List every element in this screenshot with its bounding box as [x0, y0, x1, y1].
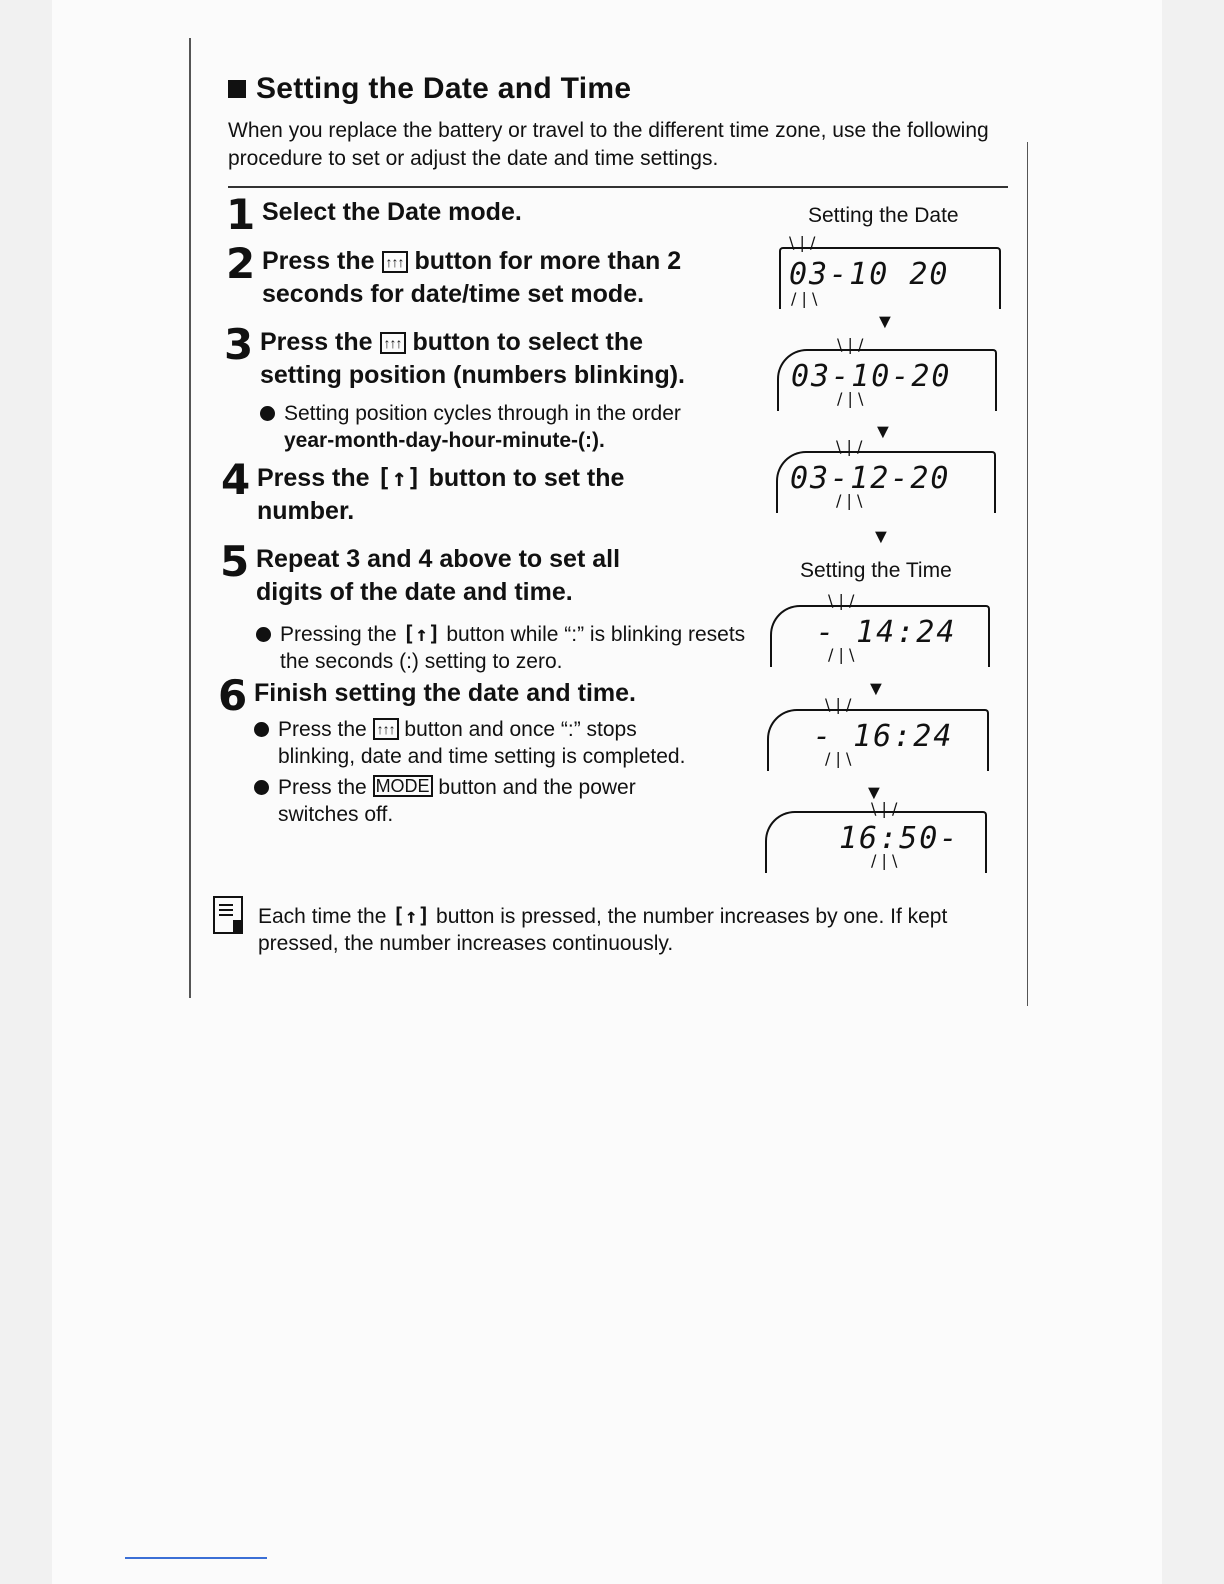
note-text — [258, 903, 998, 957]
blink-rays-icon: / | \ — [828, 645, 855, 664]
down-arrow-icon: ▼ — [866, 678, 886, 700]
step-text: button for more than 2 seconds for date/time set mode. — [262, 247, 682, 308]
blink-rays-icon: / | \ — [825, 749, 852, 768]
bullet-text: Press the — [278, 776, 367, 799]
step-text: Press the — [257, 464, 370, 492]
down-arrow-icon: ▼ — [864, 782, 884, 804]
bullet-text: Press the — [278, 718, 367, 741]
blink-rays-icon: / | \ — [836, 491, 863, 510]
title-square-icon — [228, 80, 246, 98]
step-6 — [218, 671, 718, 828]
step-5 — [220, 537, 746, 675]
lcd-readout: 03-10 20 — [789, 257, 950, 292]
lcd-time-2 — [767, 695, 989, 771]
step-heading: Repeat 3 and 4 above to set all digits of the date and time. — [256, 545, 621, 606]
mode-button-icon: MODE — [373, 775, 433, 797]
up-button-icon: [↑] — [402, 622, 441, 646]
lcd-date-1 — [779, 233, 1001, 309]
down-arrow-icon: ▼ — [871, 526, 891, 548]
step-4 — [221, 455, 681, 528]
right-margin-line — [1027, 142, 1028, 1006]
blink-rays-icon: / | \ — [871, 851, 898, 870]
step-heading — [260, 326, 729, 392]
blink-rays-icon: / | \ — [791, 289, 818, 308]
blink-rays-icon: \ | / — [836, 437, 863, 456]
note-text-part: Each time the — [258, 905, 387, 928]
date-caption: Setting the Date — [808, 204, 959, 227]
note-text-part: button is pressed, the number increases by one. If kept pressed, the number increases continuously. — [258, 905, 948, 955]
step-number: 6 — [218, 671, 248, 720]
bullet-text: button and the power switches off. — [278, 776, 636, 826]
lcd-readout: 16:50- — [839, 821, 960, 856]
step-2 — [226, 239, 726, 311]
bullet-dot-icon — [256, 627, 271, 642]
step-bullet — [260, 400, 724, 454]
time-caption: Setting the Time — [800, 559, 952, 582]
down-arrow-icon: ▼ — [875, 311, 895, 333]
bullet-dot-icon — [254, 722, 269, 737]
step-text: Press the — [262, 247, 375, 275]
blink-rays-icon: \ | / — [828, 591, 855, 610]
lcd-readout: - 16:24 — [813, 719, 954, 754]
step-heading: Finish setting the date and time. — [254, 679, 636, 707]
step-number: 4 — [221, 455, 251, 504]
step-number: 2 — [226, 239, 256, 288]
step-number: 5 — [220, 537, 250, 586]
blink-rays-icon: \ | / — [871, 799, 898, 818]
scan-edge-line — [125, 1557, 267, 1559]
left-margin-line — [189, 38, 191, 998]
step-text: button to select the setting position (numbers blinking). — [260, 328, 685, 389]
blink-rays-icon: / | \ — [837, 389, 864, 408]
lcd-time-1 — [770, 591, 990, 667]
step-bullet — [254, 716, 718, 770]
step-heading: Select the Date mode. — [262, 198, 522, 226]
intro-paragraph: When you replace the battery or travel to the different time zone, use the following procedure to set or adjust the date and time settings. — [228, 119, 989, 170]
bullet-text: button while “:” is blinking resets the seconds (:) setting to zero. — [280, 623, 746, 673]
up-button-icon: [↑] — [376, 463, 422, 492]
bullet-dot-icon — [260, 406, 275, 421]
bullet-dot-icon — [254, 780, 269, 795]
step-heading — [257, 461, 681, 528]
blink-rays-icon: \ | / — [825, 695, 852, 714]
step-heading — [262, 245, 726, 311]
bullet-bold-text: year-month-day-hour-minute-(:). — [284, 429, 605, 452]
step-1 — [226, 190, 726, 239]
bullet-text: Setting position cycles through in the order — [284, 402, 681, 425]
lcd-readout: 03-12-20 — [790, 461, 951, 496]
step-text: Press the — [260, 328, 373, 356]
step-number: 3 — [224, 320, 254, 369]
set-button-icon: ↑↑↑ — [373, 718, 399, 740]
bullet-text: button and once “:” stops blinking, date and time setting is completed. — [278, 718, 686, 768]
step-text: button to set the number. — [257, 464, 625, 525]
page-title — [228, 72, 631, 106]
title-rule — [228, 186, 1008, 188]
lcd-date-2 — [777, 335, 997, 411]
down-arrow-icon: ▼ — [873, 421, 893, 443]
blink-rays-icon: \ | / — [789, 233, 816, 252]
lcd-readout: - 14:24 — [816, 615, 957, 650]
blink-rays-icon: \ | / — [837, 335, 864, 354]
note-memo-icon — [213, 896, 243, 934]
lcd-date-3 — [776, 437, 996, 513]
up-button-icon: [↑] — [392, 904, 431, 928]
lcd-readout: 03-10-20 — [791, 359, 952, 394]
step-bullet — [254, 774, 718, 828]
title-text: Setting the Date and Time — [256, 72, 632, 105]
bullet-text: Pressing the — [280, 623, 397, 646]
step-number: 1 — [226, 190, 256, 239]
step-3 — [224, 320, 729, 454]
step-bullet — [256, 621, 750, 675]
lcd-time-3 — [765, 799, 987, 873]
set-button-icon: ↑↑↑ — [380, 332, 406, 354]
set-button-icon: ↑↑↑ — [382, 251, 408, 273]
